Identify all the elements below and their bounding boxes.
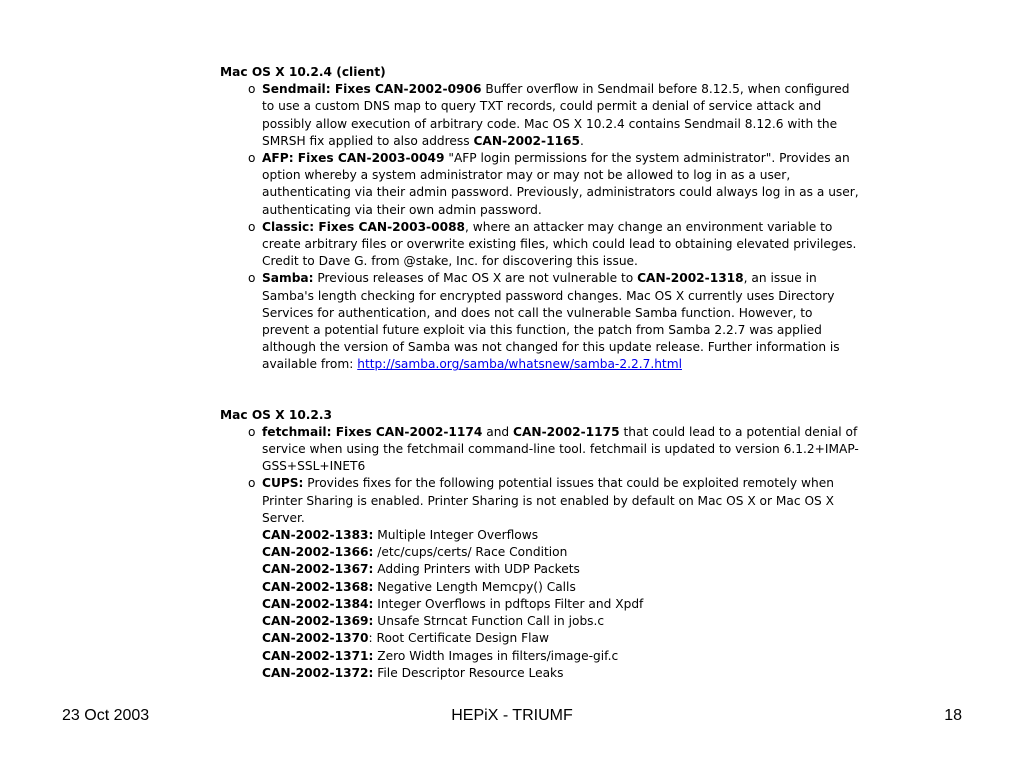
footer-page-number: 18: [944, 707, 962, 724]
cve-id: CAN-2002-1370: [262, 631, 369, 646]
bold-text: CAN-2002-1175: [513, 424, 620, 439]
bullet-circle-icon: o: [248, 271, 256, 286]
list-item: [220, 270, 860, 373]
section-title: Mac OS X 10.2.4 (client): [220, 65, 386, 79]
cve-id: CAN-2002-1368:: [262, 579, 374, 594]
cve-entry: [262, 648, 860, 665]
body-text: "AFP login permissions for the system administrator". Provides an option whereby a system administrator may or may not be allowed to log in as a user, authenticating via their admin password. Previously, administrators could always log in as a user, authenticating via their own admin password.: [262, 151, 859, 217]
bold-text: CUPS:: [262, 476, 304, 491]
slide-content: [220, 64, 860, 682]
body-text: Buffer overflow in Sendmail before 8.12.5, when configured to use a custom DNS map to query TXT records, could permit a denial of service attack and possibly allow execution of arbitrary code. Mac OS X 10.2.4 contains Sendmail 8.12.6 with the SMRSH fix applied to also address: [262, 82, 850, 148]
cve-description: Negative Length Memcpy() Calls: [373, 579, 576, 594]
list-item: [220, 150, 860, 219]
bullet-circle-icon: o: [248, 476, 256, 491]
section-title: Mac OS X 10.2.3: [220, 407, 333, 422]
cve-id: CAN-2002-1369:: [262, 614, 374, 629]
bold-text: Samba:: [262, 271, 314, 286]
cve-id: CAN-2002-1383:: [262, 528, 374, 543]
footer-title: HEPiX - TRIUMF: [451, 707, 573, 724]
bold-text: CAN-2002-1165: [473, 133, 581, 148]
cve-id: CAN-2002-1371:: [262, 648, 374, 663]
bold-text: fetchmail: Fixes CAN-2002-1174: [262, 424, 483, 439]
bold-text: Classic: Fixes CAN-2003-0088: [262, 219, 466, 234]
body-text: , an issue in Samba's length checking for encrypted password changes. Mac OS X currently uses Directory Services for authentication, and does not call the vulnerable Samba function. However, to prevent a potential future exploit via this function, the patch from Samba 2.2.7 was applied although the version of Samba was not changed for this update release. Further information is available from:: [262, 271, 840, 372]
bullet-circle-icon: o: [248, 219, 256, 234]
cve-entry: [262, 579, 860, 596]
cve-id: CAN-2002-1372:: [262, 665, 374, 680]
body-text: that could lead to a potential denial of service when using the fetchmail command-line tool. fetchmail is updated to version 6.1.2+IMAP-GSS+SSL+INET6: [262, 424, 859, 474]
list-item: [220, 219, 860, 271]
cve-entry: [262, 665, 860, 682]
cve-entry: [262, 596, 860, 613]
cve-description: : Root Certificate Design Flaw: [368, 631, 549, 646]
body-text: Previous releases of Mac OS X are not vulnerable to: [313, 271, 638, 286]
bullet-circle-icon: o: [248, 82, 256, 97]
bullet-list: [220, 424, 860, 682]
cve-description: /etc/cups/certs/ Race Condition: [373, 545, 568, 560]
list-item: [220, 424, 860, 476]
bullet-circle-icon: o: [248, 424, 256, 439]
bold-text: AFP: Fixes CAN-2003-0049: [262, 151, 445, 166]
cve-entry: [262, 561, 860, 578]
cve-entry: [262, 613, 860, 630]
section-gap: [220, 374, 860, 407]
body-text: Provides fixes for the following potential issues that could be exploited remotely when Printer Sharing is enabled. Printer Sharing is not enabled by default on Mac OS X or Mac OS X Server.: [262, 476, 834, 525]
body-text: .: [580, 133, 584, 148]
info-link[interactable]: http://samba.org/samba/whatsnew/samba-2.2.7.html: [357, 357, 682, 372]
body-text: and: [482, 424, 514, 439]
body-text: , where an attacker may change an environment variable to create arbitrary files or overwrite existing files, which could lead to obtaining elevated privileges. Credit to Dave G. from @stake, Inc. for discovering this issue.: [262, 219, 857, 269]
bullet-list: [220, 81, 860, 373]
cve-description: File Descriptor Resource Leaks: [373, 665, 564, 680]
cve-description: Multiple Integer Overflows: [373, 528, 539, 543]
cve-entry: [262, 527, 860, 544]
bold-text: CAN-2002-1318: [637, 271, 744, 286]
bullet-circle-icon: o: [248, 151, 256, 166]
cve-id: CAN-2002-1367:: [262, 562, 374, 577]
cve-description: Zero Width Images in filters/image-gif.c: [373, 648, 619, 663]
list-item: [220, 475, 860, 681]
cve-entry: [262, 630, 860, 647]
cve-description: Adding Printers with UDP Packets: [373, 562, 580, 577]
cve-description: Unsafe Strncat Function Call in jobs.c: [373, 614, 605, 629]
cve-id: CAN-2002-1366:: [262, 545, 374, 560]
list-item: [220, 81, 860, 150]
cve-id: CAN-2002-1384:: [262, 596, 374, 611]
bold-text: Sendmail: Fixes CAN-2002-0906: [262, 82, 482, 97]
footer-date: 23 Oct 2003: [62, 707, 150, 724]
cve-description: Integer Overflows in pdftops Filter and Xpdf: [373, 596, 644, 611]
cve-entry: [262, 544, 860, 561]
